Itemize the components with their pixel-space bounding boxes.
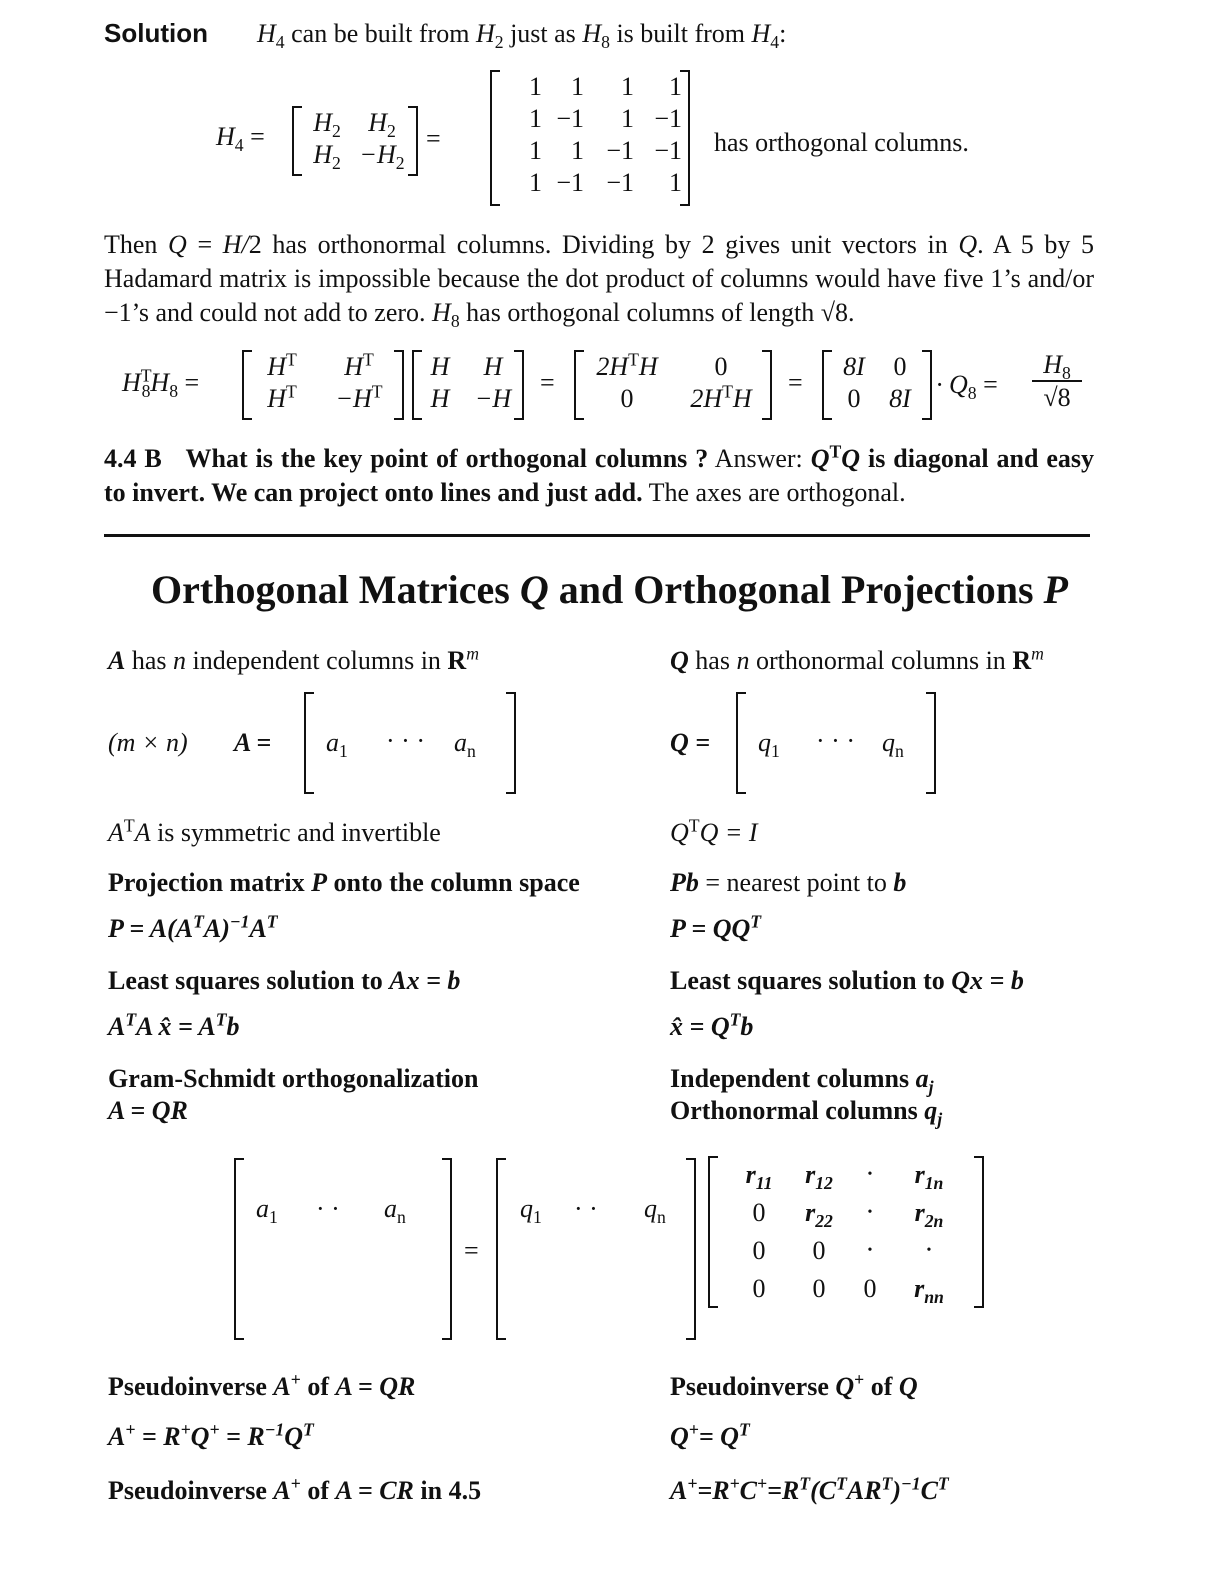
least-squares-a-label: Least squares solution to Ax = b xyxy=(108,966,461,995)
h4-matrix-entry: 1 xyxy=(529,104,542,133)
h4-matrix-entry: −1 xyxy=(606,136,634,165)
solution-line: Solution $H_4$ can be built from $H_2$ just as $H_8$ is built from $H_4$: xyxy=(104,18,787,53)
p-equals-qqt: $P = QQ^T$ xyxy=(670,911,762,943)
h4-matrix-entry: −1 xyxy=(556,168,584,197)
nearest-point: Pb = nearest point to b xyxy=(670,868,907,897)
h4-matrix xyxy=(490,70,690,206)
q-equals: Q = xyxy=(670,728,711,757)
h4-matrix-entry: −1 xyxy=(654,136,682,165)
right-header: Q has n orthonormal columns in $R^m$ xyxy=(670,643,1044,675)
a-equals: A = xyxy=(234,728,272,757)
pseudoinverse-a-cr-label: Pseudoinverse A+ of A = CR in 4.5 xyxy=(108,1473,482,1505)
hadamard-paragraph: Then Q = H/2 has orthonormal columns. Dividing by 2 gives unit vectors in Q. A 5 by 5 Hadamard matrix is impossible because the dot product of columns would have five 1’s and/or −1’s and could not add to zero. $H_8$ has orthogonal columns of length √8. xyxy=(104,230,1094,332)
h4-lhs: $H_4$ = xyxy=(216,122,265,156)
projection-matrix-label: Projection matrix P onto the column space xyxy=(108,868,580,897)
question-4-4-b: 4.4 B What is the key point of orthogonal columns ? Answer: $Q^TQ$ is diagonal and easy to invert. We can project onto lines and just add. The axes are orthogonal. xyxy=(104,441,1095,507)
h4-block-matrix: $H_2$ $H_2$ $H_2$ $-H_2$ xyxy=(292,106,418,176)
pseudoinverse-q-formula: $Q^+= Q^T$ xyxy=(670,1419,750,1451)
h4-matrix-entry: 1 xyxy=(529,168,542,197)
h4-matrix-entry: 1 xyxy=(621,104,634,133)
h4-matrix-entry: 1 xyxy=(571,72,584,101)
independent-columns: Independent columns $a_j$ xyxy=(670,1064,934,1098)
left-header: A has n independent columns in $R^m$ xyxy=(108,643,479,675)
section-divider xyxy=(104,534,1090,537)
pseudoinverse-a-qr-label: Pseudoinverse A+ of A = QR xyxy=(108,1369,416,1401)
least-squares-q-label: Least squares solution to Qx = b xyxy=(670,966,1024,995)
a-columns-matrix: $a_1$ · · · $a_n$ xyxy=(304,692,516,794)
q8-lhs: · $Q_8$ = xyxy=(936,370,998,404)
h4-matrix-entry: −1 xyxy=(556,104,584,133)
h4-matrix-entry: 1 xyxy=(669,168,682,197)
orthonormal-columns: Orthonormal columns $q_j$ xyxy=(670,1096,943,1130)
h4-matrix-entry: 1 xyxy=(669,72,682,101)
a-equals-qr: A = QR xyxy=(108,1096,188,1125)
pseudoinverse-a-formula: $A^+ = R^+Q^+ = R^{-1}Q^T$ xyxy=(108,1419,314,1451)
ata-symmetric: $A^TA$ is symmetric and invertible xyxy=(108,815,441,847)
qr-r-matrix: $r_{11}$ $r_{12}$ • $r_{1n}$ 0 $r_{22}$ • $r_{2n}$ 0 0 • • 0 0 0 $r_{nn}$ xyxy=(708,1156,984,1308)
q-columns-matrix: $q_1$ · · · $q_n$ xyxy=(736,692,936,794)
m-by-n: (m × n) xyxy=(108,728,188,757)
qr-q-matrix: $q_1$ · · $q_n$ xyxy=(496,1158,696,1340)
qr-equals: = xyxy=(464,1236,479,1265)
h-block-matrix: H H H −H xyxy=(412,350,524,420)
normal-equation: $A^TA$ x̂ = $A^Tb$ xyxy=(108,1009,240,1041)
h4-matrix-entry: 1 xyxy=(529,136,542,165)
qtq-identity: $Q^TQ = I$ xyxy=(670,815,758,847)
h8th8-lhs: $H^T_8H_8$ = xyxy=(122,365,200,402)
qr-a-matrix: $a_1$ · · $a_n$ xyxy=(234,1158,452,1340)
h4-matrix-entry: 1 xyxy=(529,72,542,101)
h4-matrix-entry: −1 xyxy=(606,168,634,197)
projection-formula: $P = A(A^TA)^{-1}A^T$ xyxy=(108,911,278,943)
q8-fraction: $H_8$ √8 xyxy=(1032,350,1082,414)
h4-matrix-entry: 1 xyxy=(571,136,584,165)
h4-matrix-entry: 1 xyxy=(621,72,634,101)
eight-i-matrix: 8I 0 0 8I xyxy=(822,350,932,420)
has-orthogonal-columns: has orthogonal columns. xyxy=(714,128,969,157)
solution-label: Solution xyxy=(104,18,208,48)
h4-matrix-entry: −1 xyxy=(654,104,682,133)
pseudoinverse-q-label: Pseudoinverse Q+ of Q xyxy=(670,1369,918,1401)
ht-block-matrix: $H^T$ $H^T$ $H^T$ $-H^T$ xyxy=(242,350,404,420)
gram-schmidt-label: Gram-Schmidt orthogonalization xyxy=(108,1064,479,1093)
pseudoinverse-cr-formula: $A^+=R^+C^+=R^T(C^TAR^T)^{-1}C^T$ xyxy=(670,1473,949,1505)
hth-block-matrix: $2H^TH$ 0 0 $2H^TH$ xyxy=(574,350,772,420)
xhat-equals-qtb: x̂ = $Q^Tb$ xyxy=(670,1009,754,1041)
section-title: Orthogonal Matrices Q and Orthogonal Projections P xyxy=(151,567,1068,612)
